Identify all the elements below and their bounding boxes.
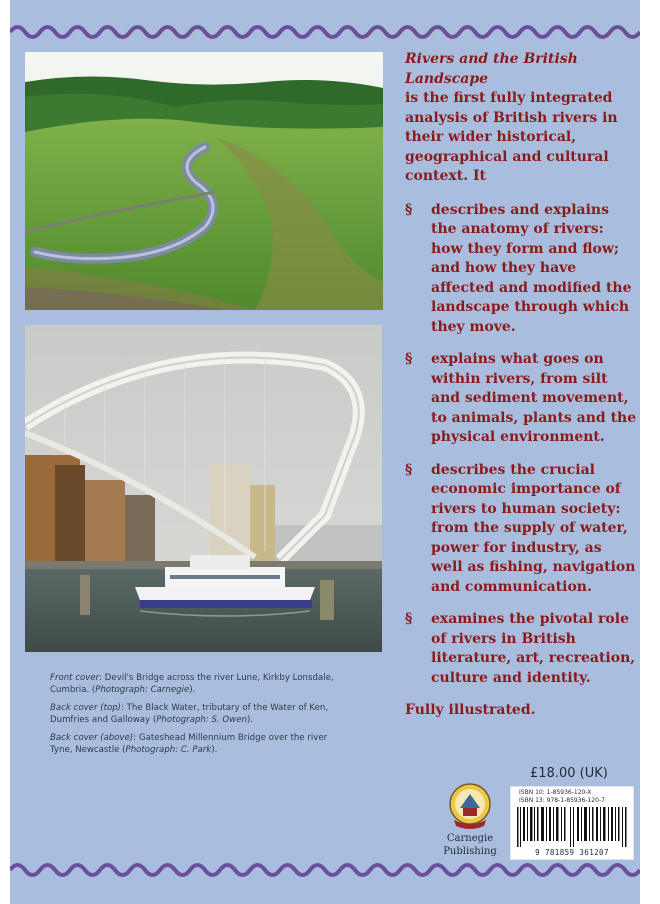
caption-back-cover-top (50, 702, 350, 726)
section-mark: § (405, 351, 413, 367)
caption-text: : The Black Water, tributary of the Water of Ken, Dumfries and Galloway ( (50, 703, 329, 725)
isbn-block (511, 787, 633, 804)
blurb-point (405, 201, 637, 338)
publisher-line-1: Carnegie (446, 833, 494, 844)
closing-line: Fully illustrated. (405, 702, 536, 718)
section-mark: § (405, 461, 413, 478)
section-mark: § (405, 611, 413, 627)
back-cover (10, 0, 640, 904)
blurb-point (405, 610, 637, 688)
isbn-10: ISBN 10: 1-85936-120-X (519, 789, 592, 796)
caption-text: : Gateshead Millennium Bridge over the river Tyne, Newcastle ( (50, 733, 328, 755)
blurb-point (405, 461, 637, 598)
section-mark: § (405, 201, 413, 218)
point-text: examines the pivotal role of rivers in British literature, art, recreation, culture and identity. (431, 611, 636, 686)
caption-end: ). (211, 745, 218, 755)
caption-credit: Photograph: S. Owen (156, 715, 247, 725)
blurb-intro (405, 50, 637, 187)
caption-end: ). (189, 685, 196, 695)
caption-front-cover (50, 672, 350, 696)
wave-border-bottom (10, 858, 640, 882)
point-text: describes the crucial economic importance of rivers to human society: from the supply of water, power for industry, as well as fishing, navigation and communication. (431, 461, 636, 595)
caption-label: Back cover (above) (50, 733, 134, 743)
caption-credit: Photograph: Carnegie (95, 685, 190, 695)
point-text: describes and explains the anatomy of rivers: how they form and flow; and how they have affected and modified the landscape through which they move. (431, 201, 632, 335)
river-valley-photo (25, 52, 383, 310)
millennium-bridge-photo (25, 325, 382, 652)
caption-back-cover-above (50, 732, 350, 756)
wave-border-top (10, 20, 640, 44)
caption-label: Front cover (50, 673, 100, 683)
carnegie-logo-icon (448, 782, 492, 832)
isbn-13: ISBN 13: 978-1-85936-120-7 (519, 796, 605, 804)
intro-text: is the first fully integrated analysis of British rivers in their wider historical, geographical and cultural context. It (405, 90, 618, 184)
caption-text: : Devil's Bridge across the river Lune, Kirkby Lonsdale, Cumbria. ( (50, 673, 334, 695)
blurb (405, 50, 637, 721)
caption-label: Back cover (top) (50, 703, 122, 713)
blurb-point (405, 350, 637, 448)
isbn-barcode (510, 786, 634, 860)
price: £18.00 (UK) (530, 766, 608, 781)
barcode-icon (515, 807, 629, 847)
book-title: Rivers and the British Landscape (405, 51, 578, 87)
publisher-line-2: Publishing (443, 846, 497, 857)
caption-end: ). (246, 715, 254, 725)
publisher-name (435, 832, 505, 858)
barcode-number: 9 781859 361207 (535, 848, 609, 857)
caption-credit: Photograph: C. Park (125, 745, 212, 755)
point-text: explains what goes on within rivers, from silt and sediment movement, to animals, plants and the physical environment. (431, 351, 637, 445)
photo-captions (50, 672, 350, 762)
